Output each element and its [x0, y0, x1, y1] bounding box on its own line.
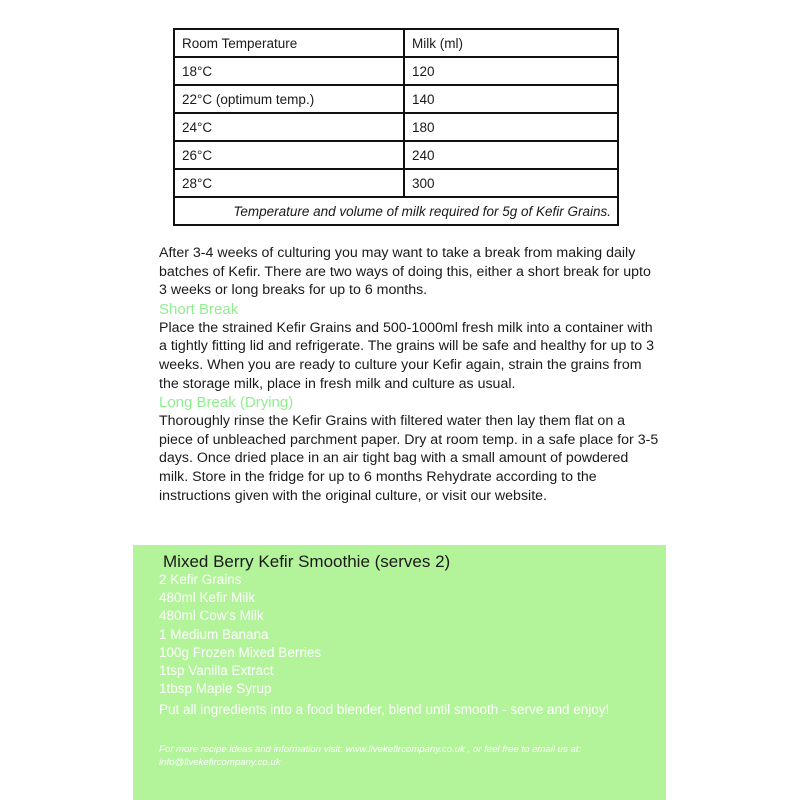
milk-temperature-table [173, 28, 619, 226]
temperature-cell: 26°C [174, 141, 404, 169]
intro-paragraph: After 3-4 weeks of culturing you may want to take a break from making daily batches of Kefir. There are two ways of doing this, either a short break for upto 3 weeks or long breaks for up to 6 months. [159, 245, 651, 299]
header-room-temperature: Room Temperature [174, 29, 404, 57]
ingredient-item: 1tsp Vanilla Extract [159, 663, 274, 679]
milk-cell: 120 [404, 57, 618, 85]
temperature-cell: 24°C [174, 113, 404, 141]
ingredient-item: 2 Kefir Grains [159, 572, 242, 587]
ingredient-item: 1 Medium Banana [159, 626, 269, 642]
short-break-heading: Short Break [159, 300, 239, 318]
table-row [174, 57, 618, 85]
ingredient-list [159, 571, 321, 698]
header-milk-ml: Milk (ml) [404, 29, 618, 57]
long-break-heading: Long Break (Drying) [159, 394, 294, 412]
ingredient-item: 480ml Cow's Milk [159, 608, 264, 624]
table-row [174, 113, 618, 141]
table-row [174, 141, 618, 169]
milk-cell: 180 [404, 113, 618, 141]
table-header-row [174, 29, 618, 57]
milk-cell: 140 [404, 85, 618, 113]
contact-footer: For more recipe ideas and information visit: www.livekefircompany.co.uk , or feel free to email us at: info@livekefircompany.co.uk [159, 744, 582, 768]
temperature-cell: 22°C (optimum temp.) [174, 85, 404, 113]
milk-cell: 240 [404, 141, 618, 169]
temperature-cell: 28°C [174, 169, 404, 197]
ingredient-item: 480ml Kefir Milk [159, 590, 256, 606]
table-row [174, 169, 618, 197]
milk-temperature-table-container [173, 28, 619, 226]
recipe-method: Put all ingredients into a food blender, blend until smooth - serve and enjoy! [159, 702, 610, 717]
ingredient-item: 1tbsp Maple Syrup [159, 681, 272, 697]
table-row [174, 85, 618, 113]
temperature-cell: 18°C [174, 57, 404, 85]
long-break-paragraph: Thoroughly rinse the Kefir Grains with filtered water then lay them flat on a piece of unbleached parchment paper. Dry at room temp. in a safe place for 3-5 days. Once dried place in an air tight bag with a small amount of powdered milk. Store in the fridge for up to 6 months Rehydrate according to the instructions given with the original culture, or visit our website. [159, 413, 659, 504]
recipe-title: Mixed Berry Kefir Smoothie (serves 2) [163, 552, 451, 571]
document-page [133, 0, 666, 800]
table-caption: Temperature and volume of milk required for 5g of Kefir Grains. [174, 197, 618, 225]
ingredient-item: 100g Frozen Mixed Berries [159, 644, 322, 660]
table-caption-row [174, 197, 618, 225]
milk-cell: 300 [404, 169, 618, 197]
recipe-panel [133, 545, 666, 800]
storage-instructions [159, 244, 659, 505]
short-break-paragraph: Place the strained Kefir Grains and 500-1000ml fresh milk into a container with a tightly fitting lid and refrigerate. The grains will be safe and healthy for up to 3 weeks. When you are ready to culture your Kefir again, strain the grains from the storage milk, place in fresh milk and culture as usual. [159, 319, 655, 392]
